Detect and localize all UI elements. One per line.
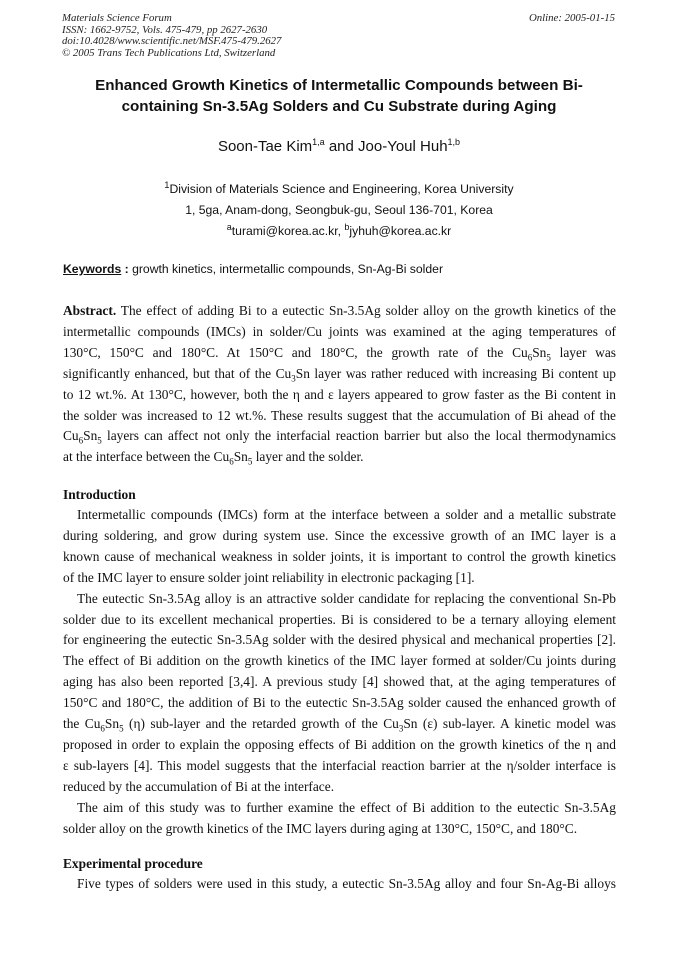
- keywords-text: growth kinetics, intermetallic compounds, Sn-Ag-Bi solder: [128, 262, 444, 276]
- abstract-line: the solder was increased to 12 wt.%. These results suggest that the accumulation of Bi ahead of the: [63, 407, 616, 423]
- author-1: Soon-Tae Kim: [217, 138, 313, 155]
- subscript: 3: [398, 723, 404, 734]
- intro-line: aging has also been reported [3,4]. A previous study [4] showed that, at the aging temperatures of: [63, 674, 616, 690]
- abstract-line: to 12 wt.%. At 130°C, however, both the η and ε layers appeared to grow faster as the Bi content in: [63, 386, 616, 402]
- abstract-line: [63, 343, 616, 364]
- doi: doi:10.4028/www.scientific.net/MSF.475-479.2627: [62, 35, 282, 48]
- subscript: 6: [229, 457, 234, 468]
- email-b-sup: b: [344, 221, 350, 232]
- intro-line: The effect of Bi addition on the growth kinetics of the IMC layer formed at solder/Cu joints during: [63, 653, 616, 669]
- journal-header: [62, 13, 281, 59]
- title-line-1: Enhanced Growth Kinetics of Intermetallic Compounds between Bi-: [95, 77, 583, 94]
- experimental-body: [63, 874, 616, 895]
- abstract-line: [63, 447, 616, 468]
- email-b: jyhuh@korea.ac.kr: [349, 223, 452, 238]
- title-line-2: containing Sn-3.5Ag Solders and Cu Substrate during Aging: [121, 97, 557, 115]
- intro-line: known cause of mechanical weakness in solder joints, it is important to control the growth kinetics: [63, 548, 616, 564]
- intro-line: The eutectic Sn-3.5Ag alloy is an attractive solder candidate for replacing the conventional Sn-Pb: [77, 590, 616, 606]
- affiliation-sup: 1: [164, 179, 170, 190]
- intro-line: ε sub-layers [4]. This model suggests that the interfacial reaction barrier at the η/solder interface is: [63, 757, 616, 773]
- subscript: 6: [527, 352, 533, 363]
- abstract-line: [63, 426, 616, 447]
- abstract-line: [63, 301, 616, 322]
- journal-name: Materials Science Forum: [62, 12, 172, 24]
- abstract-text: The effect of adding Bi to a eutectic Sn-3.5Ag solder alloy on the growth kinetics of the: [116, 303, 616, 318]
- chem-sn: Sn: [83, 428, 98, 444]
- introduction-body: [63, 505, 616, 840]
- intro-line: Intermetallic compounds (IMCs) form at the interface between a solder and a metallic substrate: [77, 507, 616, 522]
- chem-sn: Sn: [532, 344, 547, 360]
- intro-line: solder due to its excellent mechanical properties. Bi is considered to be a ternary alloying element: [63, 611, 616, 627]
- intro-text: Sn (ε) sub-layer. A kinetic model was: [403, 716, 616, 732]
- intro-line: 150°C and 180°C, the addition of Bi to the eutectic Sn-3.5Ag solder caused the enhanced growth of: [63, 695, 616, 711]
- abstract-label: Abstract.: [63, 303, 117, 318]
- abstract-text: layers can affect not only the interfacial reaction barrier but also the local thermodynamics: [107, 428, 616, 444]
- intro-line: of the IMC layer to ensure solder joint reliability in electronic packaging [1].: [63, 569, 475, 585]
- intro-line: during soldering, and grow during system use. Since the excessive growth of an IMC layer is a: [63, 527, 616, 543]
- affiliation-line-1: Division of Materials Science and Engineering, Korea University: [169, 182, 514, 196]
- copyright: © 2005 Trans Tech Publications Ltd, Switzerland: [62, 46, 276, 59]
- paper-title: [60, 76, 618, 117]
- chem-cu: Cu: [63, 428, 79, 444]
- intro-text: the Cu: [63, 716, 101, 732]
- experimental-line: Five types of solders were used in this study, a eutectic Sn-3.5Ag alloy and four Sn-Ag-Bi alloys: [77, 876, 616, 891]
- author-2-sup: 1,b: [447, 137, 461, 147]
- emails: [60, 221, 618, 242]
- abstract-text: significantly enhanced, but that of the Cu: [63, 365, 292, 381]
- affiliation: [60, 179, 618, 241]
- subscript: 3: [291, 373, 296, 384]
- chem-sn: Sn: [233, 449, 248, 465]
- abstract-text: layer and the solder.: [255, 449, 364, 465]
- intro-line: reduced by the accumulation of Bi at the interface.: [63, 778, 335, 794]
- abstract-text: at the interface between the Cu: [63, 449, 230, 465]
- intro-line: [63, 714, 616, 735]
- keywords: [63, 262, 443, 276]
- keywords-label: Keywords: [63, 262, 122, 276]
- intro-line: solder alloy on the growth kinetics of the IMC layers during aging at 130°C, 150°C, and 180°C.: [63, 820, 578, 836]
- intro-line: for engineering the eutectic Sn-3.5Ag solder with the desired physical and mechanical properties [2].: [63, 632, 616, 648]
- subscript: 6: [78, 436, 84, 447]
- subscript: 6: [100, 723, 105, 734]
- author-2: and Joo-Youl Huh: [324, 138, 448, 155]
- abstract: [63, 301, 616, 468]
- intro-line: The aim of this study was to further examine the effect of Bi addition to the eutectic Sn-3.5Ag: [77, 799, 616, 815]
- abstract-text: Sn layer was rather reduced with increasing Bi content up: [295, 365, 616, 381]
- subscript: 5: [119, 723, 124, 734]
- online-date: Online: 2005-01-15: [528, 12, 615, 24]
- introduction-heading: Introduction: [63, 487, 136, 502]
- abstract-line: intermetallic compounds (IMCs) in solder/Cu joints was examined at the aging temperatures of: [63, 323, 616, 339]
- abstract-text: 130°C, 150°C and 180°C. At 150°C and 180°C, the growth rate of the Cu: [63, 344, 528, 360]
- chem-sn: Sn: [104, 716, 120, 732]
- intro-text: (η) sub-layer and the retarded growth of the Cu: [123, 716, 399, 732]
- experimental-heading: Experimental procedure: [63, 856, 203, 871]
- abstract-line: [63, 364, 616, 385]
- authors: [60, 138, 618, 155]
- intro-line: proposed in order to explain the opposing effects of Bi addition on the growth kinetics of the η and: [63, 736, 616, 752]
- author-1-sup: 1,a: [312, 137, 325, 147]
- subscript: 5: [247, 457, 253, 468]
- subscript: 5: [97, 436, 102, 447]
- abstract-text: layer was: [559, 344, 616, 360]
- email-a-sup: a: [226, 221, 232, 232]
- keywords-colon: :: [121, 262, 129, 276]
- subscript: 5: [546, 352, 551, 363]
- affiliation-line-2: 1, 5ga, Anam-dong, Seongbuk-gu, Seoul 136-701, Korea: [185, 202, 493, 217]
- issn: ISSN: 1662-9752, Vols. 475-479, pp 2627-2630: [62, 23, 268, 36]
- email-a: turami@korea.ac.kr,: [231, 223, 345, 238]
